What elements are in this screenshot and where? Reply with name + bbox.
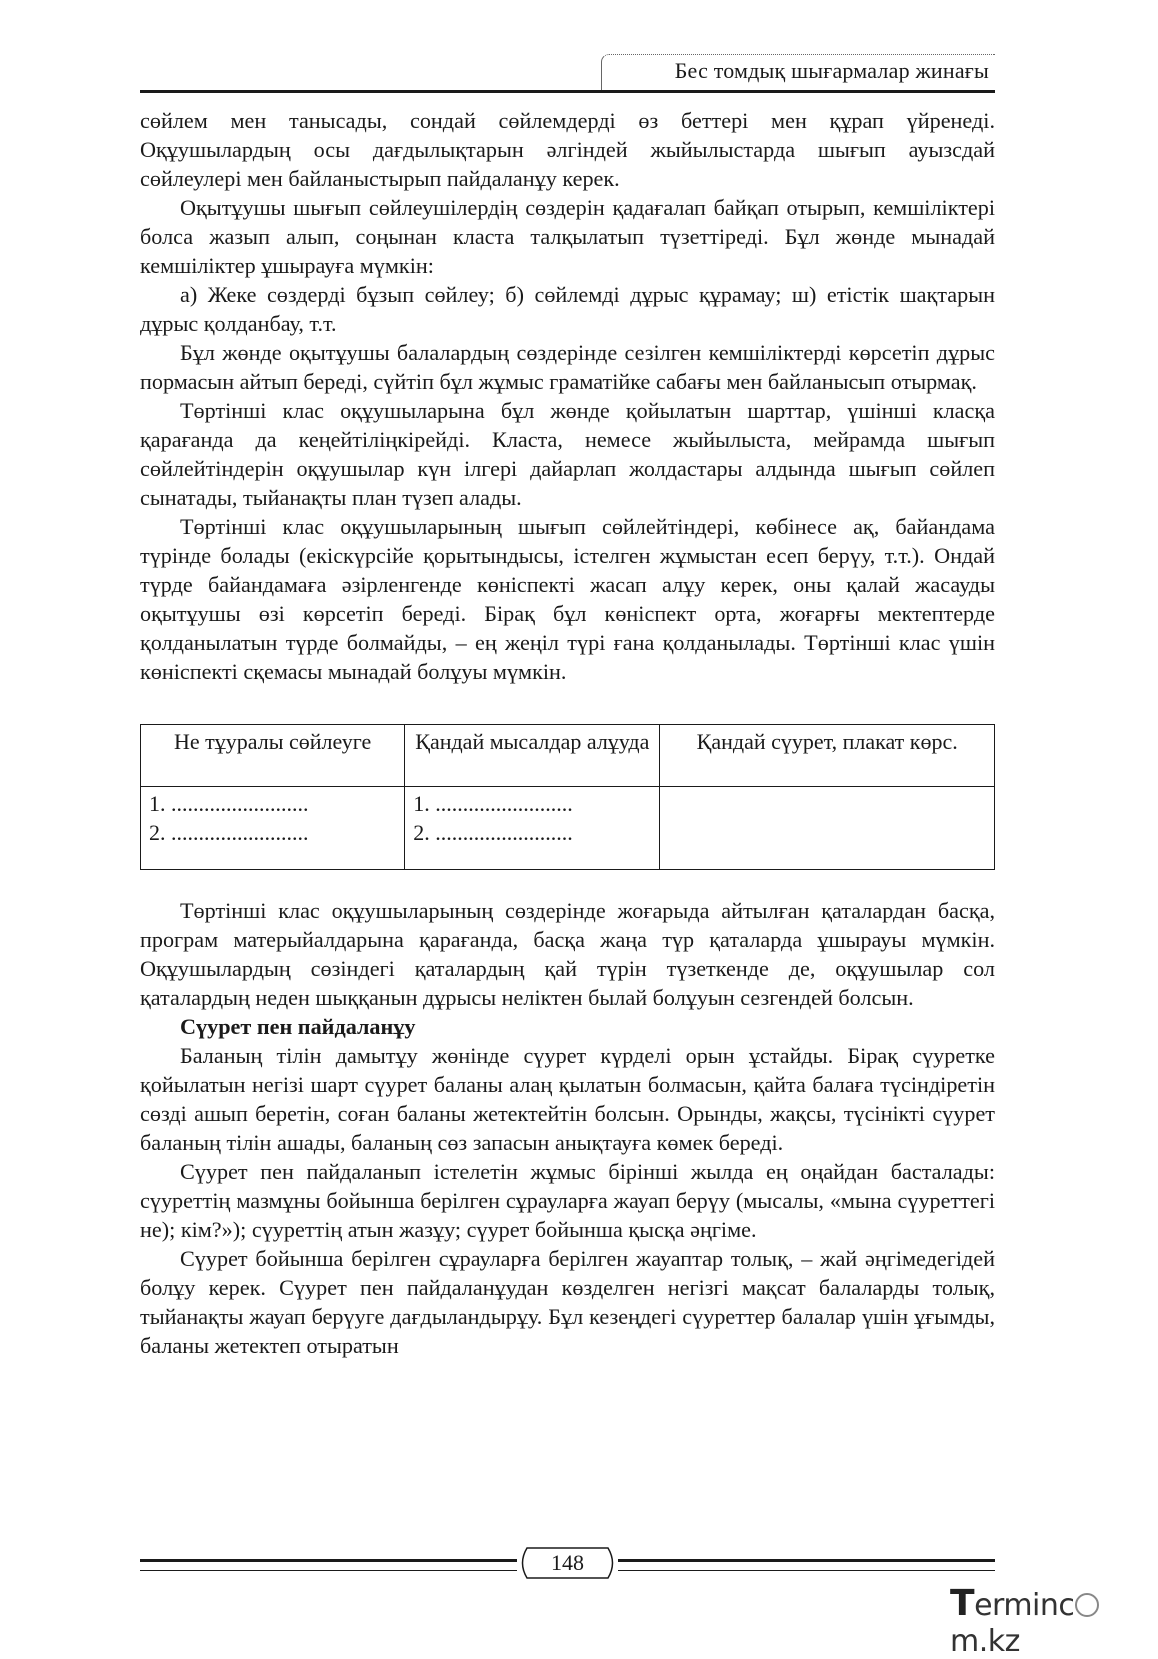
watermark-initial: T xyxy=(950,1583,975,1624)
table-row xyxy=(141,787,995,870)
paragraph: Оқытұушы шығып сөйлеушілердің сөздерін қадағалап байқап отырып, кемшіліктері болса жазып алып, соңынан класта талқылатып түзеттіреді. Бұл жөнде мынадай кемшіліктер ұшырауға мүмкін: xyxy=(140,195,995,278)
page-footer xyxy=(140,1547,995,1587)
paragraph: сөйлем мен танысады, сондай сөйлемдерді өз беттері мен құрап үйренеді. Оқұушылардың осы дағдылықтарын әлгіндей жыйылыстарда шығып ауызсдай сөйлеулері мен байланыстырып пайдаланұу керек. xyxy=(140,108,995,191)
header-rule xyxy=(140,90,995,93)
outline-table xyxy=(140,724,995,870)
watermark-text: erminc xyxy=(974,1588,1075,1623)
table-header-cell: Не тұуралы сөйлеуге xyxy=(141,725,405,787)
table-header-cell: Қандай мысалдар алұуда xyxy=(405,725,660,787)
magnifier-icon xyxy=(1075,1593,1099,1617)
table-cell-line: 1. ......................... xyxy=(413,791,573,816)
paragraph: Төртінші клас оқұушыларына бұл жөнде қойылатын шарттар, үшінші класқа қарағанда да кеңейтіліңкірейді. Класта, немесе жыйылыста, мейрамда шығып сөйлейтіндерін оқұушылар күн ілгері дайарлап жолдастары алдында шығып сөйлеп сынатады, тыйанақты план түзеп алады. xyxy=(140,398,995,510)
page-body xyxy=(140,106,995,1360)
table-header-row xyxy=(141,725,995,787)
table-cell-line: 2. ......................... xyxy=(413,820,573,845)
footer-rule-left xyxy=(140,1559,517,1571)
section-heading: Сүурет пен пайдаланұу xyxy=(180,1014,416,1039)
paragraph: Сүурет пен пайдаланып істелетін жұмыс бірінші жылда ең оңайдан басталады: сүуреттің мазмұны бойынша берілген сұрауларға жауап берүу (мысалы, «мына сүуреттегі не); кім?»); сүуреттің атын жазұу; сүурет бойынша қысқа әңгіме. xyxy=(140,1159,995,1242)
paragraph: Баланың тілін дамытұу жөнінде сүурет күрделі орын ұстайды. Бірақ сүуретке қойылатын негізі шарт сүурет баланы алаң қылатын болмасын, қайта балаға түсіндіретін сөзді ашып беретін, соған баланы жетектейтін болсын. Орынды, жақсы, түсінікті сүурет баланың тілін ашады, баланың сөз запасын анықтауға көмек береді. xyxy=(140,1043,995,1155)
page-number: 148 xyxy=(551,1550,584,1575)
table-header-cell: Қандай сүурет, плакат көрс. xyxy=(660,725,995,787)
table-cell-line: 1. ......................... xyxy=(149,791,309,816)
spacer xyxy=(140,686,995,724)
paragraph: Төртінші клас оқұушыларының сөздерінде жоғарыда айтылған қаталардан басқа, програм матерыйалдарына қарағанда, басқа жаңа түр қаталарда ұшырауы мүмкін. Оқұушылардың сөзіндегі қаталардың қай түрін түзеткенде де, оқұушылар сол қаталардың неден шыққанын дұрысы неліктен былай болұуын сезгендей болсын. xyxy=(140,898,995,1010)
running-header xyxy=(140,54,995,94)
table-cell xyxy=(405,787,660,870)
header-title: Бес томдық шығармалар жинағы xyxy=(674,58,989,83)
paragraph: а) Жеке сөздерді бұзып сөйлеу; б) сөйлемді дұрыс құрамау; ш) етістік шақтарын дұрыс қолданбау, т.т. xyxy=(140,282,995,336)
paragraph: Бұл жөнде оқытұушы балалардың сөздерінде сезілген кемшіліктерді көрсетіп дұрыс пормасын айтып береді, сүйтіп бұл жұмыс граматійке сабағы мен байланысып отырмақ. xyxy=(140,340,995,394)
footer-rule-right xyxy=(618,1559,995,1571)
table-cell xyxy=(141,787,405,870)
page-number-badge xyxy=(517,1547,618,1579)
site-watermark xyxy=(950,1583,1150,1659)
table-cell-line: 2. ......................... xyxy=(149,820,309,845)
paragraph: Сүурет бойынша берілген сұрауларға берілген жауаптар толық, – жай әңгімедегідей болұу керек. Сүурет пен пайдаланұудан көзделген негізгі мақсат балаларды толық, тыйанақты жауап берүуге дағдыландырұу. Бұл кезеңдегі сүуреттер балалар үшін ұғымды, баланы жетектеп отыратын xyxy=(140,1246,995,1358)
watermark-domain: m.kz xyxy=(950,1624,1020,1659)
spacer xyxy=(140,870,995,896)
table-cell xyxy=(660,787,995,870)
paragraph: Төртінші клас оқұушыларының шығып сөйлейтіндері, көбінесе ақ, байандама түрінде болады (екіскүрсійе қорытындысы, істелген жұмыстан есеп берүу, т.т.). Ондай түрде байандамаға әзірленгенде көніспекті жасап алұу керек, оны қалай жасауды оқытұушы өзі көрсетіп береді. Бірақ бұл көніспект орта, жоғарғы мектептерде қолданылатын түрде болмайды, – ең жеңіл түрі ғана қолданылады. Төртінші клас үшін көніспекті сқемасы мынадай болұуы мүмкін. xyxy=(140,514,995,684)
